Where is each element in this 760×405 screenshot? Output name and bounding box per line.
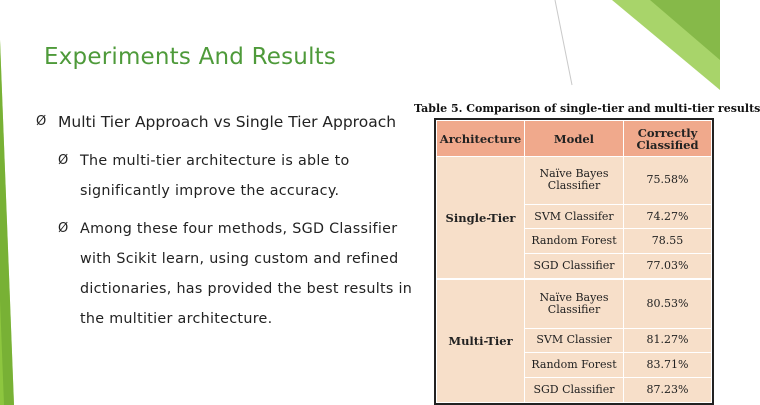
table-row	[437, 279, 712, 328]
model-cell: Naïve Bayes Classifier	[525, 157, 624, 205]
header-architecture: Architecture	[437, 121, 525, 157]
slide-title: Experiments And Results	[44, 44, 337, 70]
bullet-arrow-icon: Ø	[58, 153, 69, 168]
model-cell: SVM Classifer	[525, 204, 624, 229]
bullet-main	[36, 106, 416, 138]
model-cell: Random Forest	[525, 353, 624, 378]
model-cell: SGD Classifier	[525, 378, 624, 403]
value-cell: 81.27%	[624, 328, 712, 353]
header-correct: Correctly Classified	[624, 121, 712, 157]
top-right-accent-line	[555, 0, 572, 85]
value-cell: 83.71%	[624, 353, 712, 378]
sub-bullet-text: Among these four methods, SGD Classifier with Scikit learn, using custom and refined dictionaries, has provided the best results in the multitier architecture.	[80, 221, 413, 327]
value-cell: 87.23%	[624, 378, 712, 403]
sub-bullet	[58, 214, 416, 334]
model-cell: SVM Classier	[525, 328, 624, 353]
table-row	[437, 157, 712, 205]
arch-cell: Single-Tier	[437, 157, 525, 280]
value-cell: 80.53%	[624, 279, 712, 328]
sub-bullet	[58, 146, 416, 206]
table-caption: Table 5. Comparison of single-tier and multi-tier results	[414, 102, 760, 115]
bullet-main-text: Multi Tier Approach vs Single Tier Approach	[58, 113, 397, 131]
table-header-row	[437, 121, 712, 157]
left-accent-shade	[0, 40, 14, 405]
value-cell: 75.58%	[624, 157, 712, 205]
bullet-arrow-icon: Ø	[58, 221, 69, 236]
header-model: Model	[525, 121, 624, 157]
results-table	[434, 118, 714, 405]
value-cell: 78.55	[624, 229, 712, 254]
model-cell: SGD Classifier	[525, 254, 624, 280]
model-cell: Naïve Bayes Classifier	[525, 279, 624, 328]
model-cell: Random Forest	[525, 229, 624, 254]
value-cell: 77.03%	[624, 254, 712, 280]
arch-cell: Multi-Tier	[437, 279, 525, 402]
value-cell: 74.27%	[624, 204, 712, 229]
bullet-arrow-icon: Ø	[36, 114, 47, 129]
sub-bullet-text: The multi-tier architecture is able to significantly improve the accuracy.	[80, 153, 350, 199]
bullet-list	[36, 106, 416, 334]
